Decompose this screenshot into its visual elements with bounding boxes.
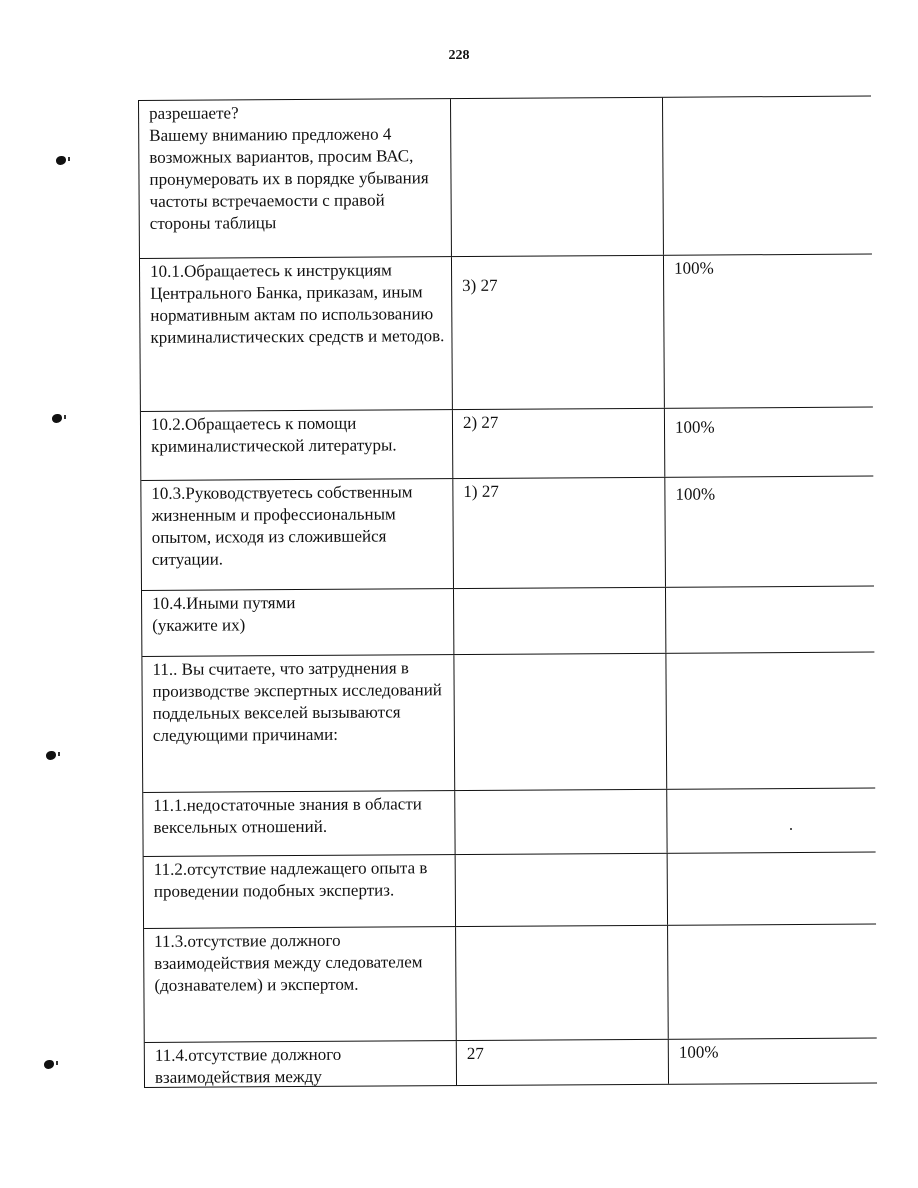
table-row [144, 852, 876, 928]
page-number: 228 [448, 48, 470, 63]
answer-cell [454, 588, 666, 654]
answer-cell [454, 654, 667, 790]
question-cell: 11.3.отсутствие должного взаимодействия между следователем (дознавателем) и экспертом. [144, 927, 457, 1042]
table-row [140, 254, 873, 411]
question-cell: 10.2.Обращаетесь к помощи криминалистической литературы. [141, 410, 453, 480]
answer-cell [456, 926, 669, 1040]
question-cell: 10.1.Обращаетесь к инструкциям Центрального Банка, приказам, иным нормативным актам по использованию криминалистических средств и методов. [140, 257, 453, 411]
percent-cell [666, 653, 875, 789]
percent-cell: 100% [673, 258, 714, 278]
percent-cell [663, 97, 872, 255]
table-row [142, 586, 874, 656]
question-cell: 11.1.недостаточные знания в области вексельных отношений. [143, 791, 455, 856]
answer-cell [456, 854, 668, 926]
answer-cell: 27 [457, 1040, 669, 1085]
punch-hole-mark [44, 1060, 54, 1069]
answer-cell: 3) 27 [452, 256, 665, 409]
percent-cell [668, 925, 877, 1039]
question-cell: 11.2.отсутствие надлежащего опыта в проведении подобных экспертиз. [144, 855, 456, 928]
table-row [144, 924, 877, 1042]
question-cell: 10.4.Иными путями (укажите их) [142, 589, 454, 656]
question-cell: 11.4.отсутствие должного взаимодействия между [145, 1041, 457, 1087]
percent-cell [667, 789, 875, 853]
table-row [143, 788, 875, 856]
question-cell: 11.. Вы считаете, что затруднения в производстве экспертных исследований поддельных векселей вызываются следующими причинами: [142, 655, 455, 792]
percent-cell: 100% [678, 1042, 719, 1062]
punch-hole-mark [46, 751, 56, 760]
survey-table [138, 96, 877, 1088]
answer-cell: 1) 27 [453, 478, 666, 588]
answer-cell: 2) 27 [453, 409, 665, 478]
table-row [141, 407, 873, 480]
table-row [142, 652, 875, 792]
percent-cell [668, 853, 876, 925]
percent-cell [666, 587, 874, 653]
punch-hole-mark [52, 414, 62, 423]
punch-hole-mark [56, 156, 66, 165]
question-cell: 10.3.Руководствуетесь собственным жизненным и профессиональным опытом, исходя из сложившейся ситуации. [141, 479, 454, 590]
table-row [141, 476, 874, 590]
table-row [139, 96, 872, 258]
question-cell: разрешаете? Вашему вниманию предложено 4 возможных вариантов, просим ВАС, пронумеровать их в порядке убывания частоты встречаемости с правой стороны таблицы [139, 99, 452, 258]
table-row [145, 1038, 877, 1088]
percent-cell: 100% [675, 484, 716, 504]
answer-cell [455, 790, 667, 854]
answer-cell [451, 98, 664, 256]
percent-cell: 100% [674, 417, 715, 437]
